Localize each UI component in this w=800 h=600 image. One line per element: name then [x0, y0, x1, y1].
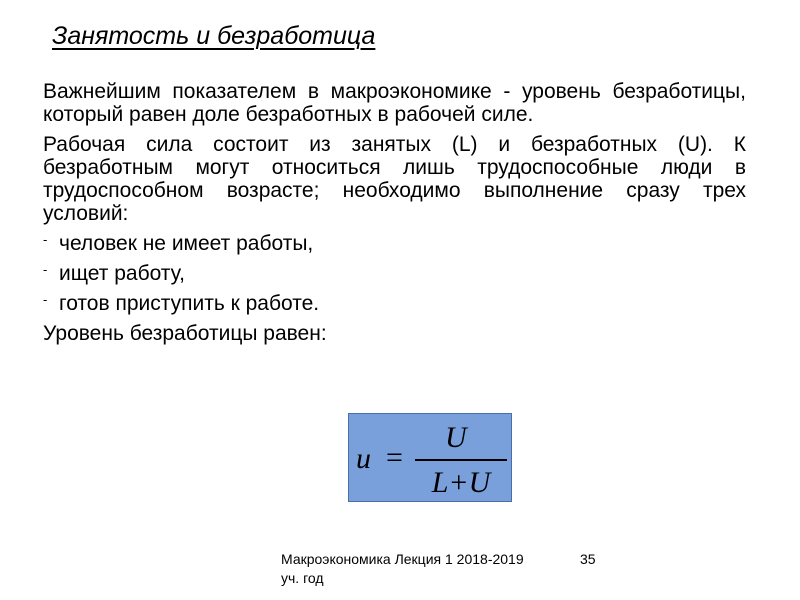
formula-lhs: u [356, 442, 371, 475]
formula-numerator: U [445, 421, 467, 454]
slide-body [43, 80, 746, 352]
unemployment-formula [349, 414, 513, 503]
formula-box [348, 413, 512, 502]
paragraph-unemployment-rate: Важнейшим показателем в макроэкономике - уровень безработицы, который равен доле безработных в рабочей силе. [43, 80, 746, 126]
bullet-dash-icon: - [43, 262, 48, 277]
formula-denominator: L+U [431, 466, 491, 499]
list-item-text: человек не имеет работы, [59, 232, 314, 255]
slide-footer: Макроэкономика Лекция 1 2018-2019 уч. год [281, 551, 524, 586]
list-item-text: ищет работу, [59, 262, 185, 285]
paragraph-labor-force: Рабочая сила состоит из занятых (L) и безработных (U). К безработным могут относиться лишь трудоспособные люди в трудоспособном возрасте; необходимо выполнение сразу трех условий: [43, 133, 746, 225]
bullet-dash-icon: - [43, 292, 48, 307]
formula-equals: = [386, 441, 403, 474]
fraction-bar [415, 459, 507, 461]
conditions-list [43, 232, 746, 315]
list-item [43, 262, 746, 285]
list-item [43, 292, 746, 315]
list-item [43, 232, 746, 255]
formula-intro: Уровень безработицы равен: [43, 322, 327, 345]
slide-number: 35 [580, 551, 596, 567]
bullet-dash-icon: - [43, 232, 48, 247]
list-item-text: готов приступить к работе. [59, 292, 320, 315]
slide-title: Занятость и безработица [52, 22, 376, 50]
